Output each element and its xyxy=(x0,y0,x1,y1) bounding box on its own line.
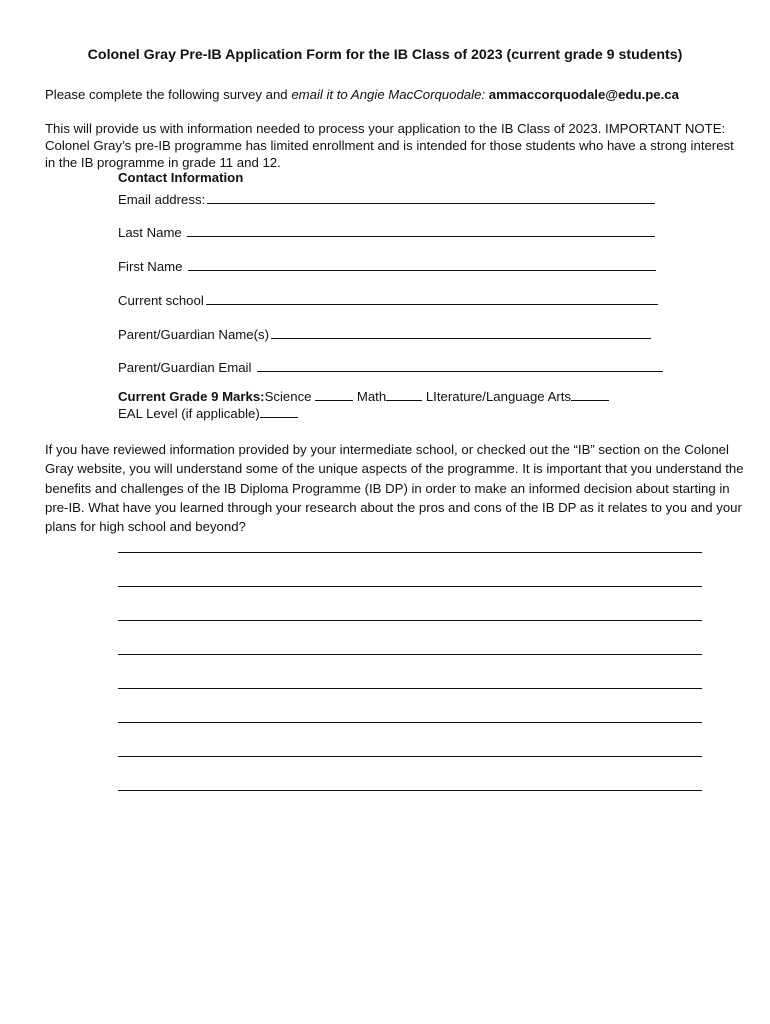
answer-line[interactable] xyxy=(118,552,702,553)
email-address-field[interactable] xyxy=(118,191,655,207)
answer-line[interactable] xyxy=(118,722,702,723)
answer-line[interactable] xyxy=(118,586,702,587)
email-address-label: Email address: xyxy=(118,192,206,207)
instruction-prefix: Please complete the following survey and xyxy=(45,87,292,102)
first-name-blank[interactable] xyxy=(188,258,656,271)
science-blank[interactable] xyxy=(315,388,353,401)
contact-heading: Contact Information xyxy=(118,170,244,185)
first-name-field[interactable] xyxy=(118,258,656,274)
parent-name-field[interactable] xyxy=(118,326,651,342)
answer-line[interactable] xyxy=(118,756,702,757)
parent-name-blank[interactable] xyxy=(271,326,651,339)
parent-email-blank[interactable] xyxy=(257,359,663,372)
intro-paragraph: This will provide us with information needed to process your application to the IB Class of 2023. IMPORTANT NOTE: Colonel Gray’s pre-IB programme has limited enrollment and is intended for those students who have a strong interest in the IB programme in grade 11 and 12. xyxy=(45,121,734,170)
eal-blank[interactable] xyxy=(260,405,298,418)
eal-row xyxy=(118,405,298,421)
answer-line[interactable] xyxy=(118,790,702,791)
instruction-line xyxy=(45,87,679,102)
eal-label: EAL Level (if applicable) xyxy=(118,406,260,421)
question-paragraph: If you have reviewed information provided by your intermediate school, or checked out the “IB” section on the Colonel Gray website, you will understand some of the unique aspects of the programme. It is important that you understand the benefits and challenges of the IB Diploma Programme (IB DP) in order to make an informed decision about starting in pre-IB. What have you learned through your research about the pros and cons of the IB DP as it relates to you and your plans for high school and beyond? xyxy=(45,442,744,535)
grade-marks-row xyxy=(118,388,609,404)
email-address-blank[interactable] xyxy=(207,191,655,204)
parent-name-label: Parent/Guardian Name(s) xyxy=(118,327,269,342)
instruction-email-phrase: email it to Angie MacCorquodale: xyxy=(291,87,486,102)
science-label: Science xyxy=(264,389,312,404)
literature-label: LIterature/Language Arts xyxy=(425,389,572,404)
answer-line[interactable] xyxy=(118,620,702,621)
marks-heading: Current Grade 9 Marks: xyxy=(118,389,265,404)
last-name-blank[interactable] xyxy=(187,224,655,237)
contact-email-address: ammaccorquodale@edu.pe.ca xyxy=(488,87,679,102)
literature-blank[interactable] xyxy=(571,388,609,401)
parent-email-label: Parent/Guardian Email xyxy=(118,360,252,375)
current-school-field[interactable] xyxy=(118,292,658,308)
current-school-label: Current school xyxy=(118,293,204,308)
form-title: Colonel Gray Pre-IB Application Form for the IB Class of 2023 (current grade 9 students) xyxy=(87,47,683,63)
parent-email-field[interactable] xyxy=(118,359,663,375)
current-school-blank[interactable] xyxy=(206,292,658,305)
math-label: Math xyxy=(356,389,387,404)
first-name-label: First Name xyxy=(118,259,183,274)
last-name-field[interactable] xyxy=(118,224,655,240)
math-blank[interactable] xyxy=(386,388,422,401)
answer-line[interactable] xyxy=(118,654,702,655)
last-name-label: Last Name xyxy=(118,225,182,240)
answer-line[interactable] xyxy=(118,688,702,689)
